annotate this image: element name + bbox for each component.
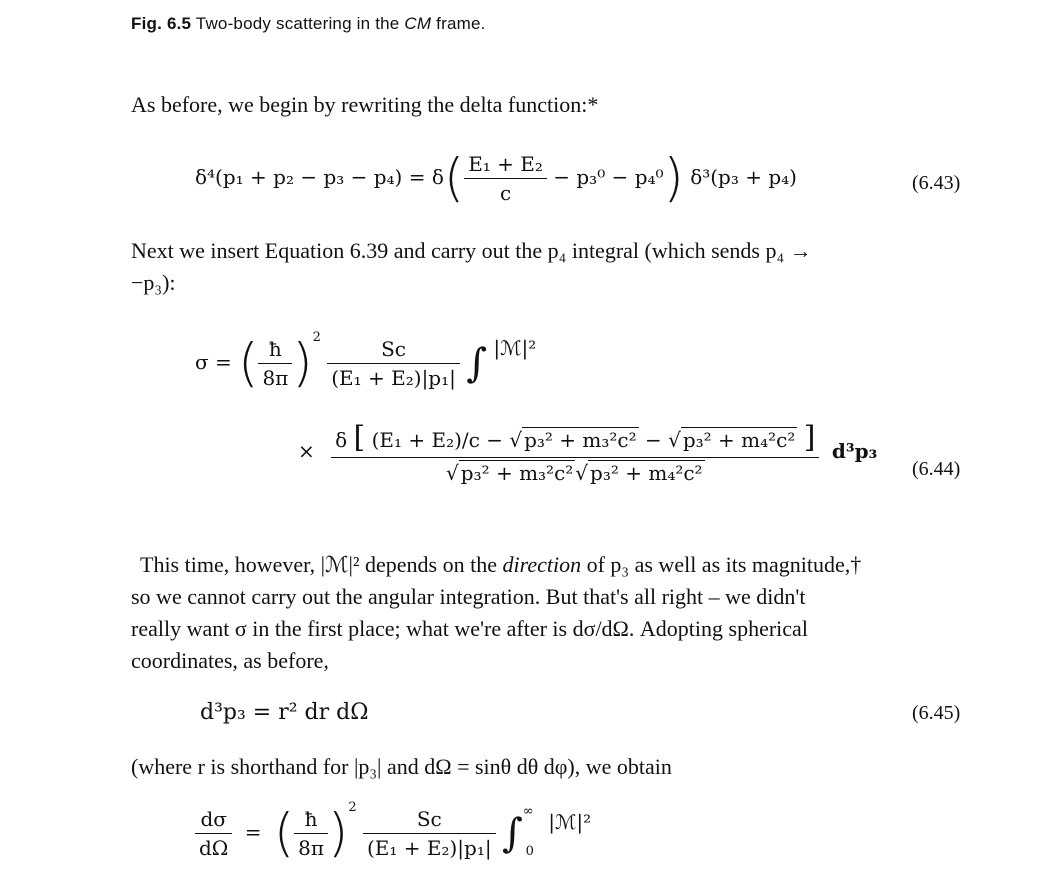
paragraph-4: (where r is shorthand for |p₃| and dΩ = sinθ dθ dφ), we obtain [131, 754, 672, 779]
caption-tail: frame. [436, 14, 486, 33]
eq646-integrand: |ℳ|² [548, 810, 592, 834]
eq644-sigma: σ = [195, 350, 232, 374]
root-4: p₃² + m₄²c² [590, 461, 703, 485]
square-exp: 2 [312, 330, 321, 345]
hbar-over-8pi [258, 337, 292, 390]
square-exp-2: 2 [348, 800, 357, 815]
caption-label: Fig. 6.5 [131, 14, 192, 33]
paragraph-2-cont: −p₃): [131, 270, 176, 295]
equation-6-44-line-2 [300, 420, 877, 485]
caption-frame: CM [404, 14, 432, 33]
domega: dΩ [199, 836, 229, 860]
eq644-integrand: |ℳ|² [493, 336, 537, 360]
minus-sign: − [644, 428, 662, 452]
dsigma: dσ [195, 807, 232, 834]
eq643-denominator: c [499, 181, 512, 205]
equation-number-6-44: (6.44) [912, 458, 961, 480]
equals-sign: = [244, 820, 262, 844]
eq643-numerator: E₁ + E₂ [464, 152, 547, 179]
delta-arg: (E₁ + E₂)/c − [371, 428, 503, 452]
sc-2: Sc [363, 807, 496, 834]
right-paren-icon: ) [292, 333, 313, 394]
d3p3: d³p₃ [831, 439, 878, 463]
upper-limit: ∞ [522, 804, 534, 819]
lower-limit: 0 [525, 844, 534, 859]
denom-2: (E₁ + E₂)|p₁| [366, 836, 492, 860]
equation-number-6-45: (6.45) [912, 702, 961, 724]
sc: Sc [327, 337, 460, 364]
paragraph-1: As before, we begin by rewriting the delta function:* [131, 92, 599, 117]
equation-number-6-43: (6.43) [912, 172, 961, 194]
p3-line1-a: This time, however, |ℳ|² depends on the [140, 552, 497, 577]
caption-text: Two-body scattering in the [195, 14, 400, 33]
right-bracket-icon: ] [803, 420, 816, 455]
right-paren-icon: ) [663, 148, 684, 209]
paragraph-2: Next we insert Equation 6.39 and carry out the p₄ integral (which sends p₄ → [131, 238, 812, 263]
eight-pi: 8π [262, 366, 289, 390]
integral-icon: ∫ [501, 810, 523, 857]
root-3: p₃² + m₃²c² [460, 461, 574, 485]
denom: (E₁ + E₂)|p₁| [331, 366, 456, 390]
dsigma-over-domega [195, 807, 232, 860]
eight-pi-2: 8π [298, 836, 325, 860]
eq643-fraction [464, 152, 547, 205]
left-paren-icon: ( [238, 333, 259, 394]
eq643-rhs: δ³(p₃ + p₄) [690, 165, 797, 189]
paragraph-3-line-4: coordinates, as before, [131, 648, 329, 673]
eq643-mid: − p₃⁰ − p₄⁰ [553, 165, 664, 189]
paragraph-3-line-3: really want σ in the first place; what we're after is dσ/dΩ. Adopting spherical [131, 616, 808, 641]
right-paren-icon: ) [328, 803, 349, 864]
equation-dsigma-domega [195, 800, 592, 864]
hbar-over-8pi-2 [294, 807, 328, 860]
equation-6-44-line-1 [195, 330, 537, 394]
left-paren-icon: ( [273, 803, 295, 864]
delta-denominator: √ p₃² + m₃²c² √ p₃² + m₄²c² [446, 461, 703, 485]
sc-over-denom [327, 337, 460, 390]
hbar: ħ [258, 337, 292, 364]
delta-symbol: δ [335, 428, 348, 452]
p3-line1-em: direction [502, 552, 582, 577]
root-1: p₃² + m₃²c² [524, 428, 637, 452]
delta-fraction [331, 420, 819, 485]
root-2: p₃² + m₄²c² [682, 428, 796, 452]
equation-6-45: d³p₃ = r² dr dΩ [200, 700, 369, 725]
sc-over-denom-2 [363, 807, 496, 860]
delta-numerator: δ [ (E₁ + E₂)/c − √ p₃² + m₃²c² − √ p₃² + m₄²c² ] [331, 420, 819, 458]
paragraph-3-line-1 [140, 548, 861, 581]
figure-caption [131, 14, 486, 34]
hbar-2: ħ [294, 807, 328, 834]
paragraph-3-line-2: so we cannot carry out the angular integration. But that's all right – we didn't [131, 584, 806, 609]
integral-icon: ∫ [466, 340, 488, 387]
eq643-lhs: δ⁴(p₁ + p₂ − p₃ − p₄) = δ [195, 165, 444, 189]
left-paren-icon: ( [443, 148, 465, 209]
eq644-times: × [298, 439, 315, 463]
p3-line1-b: of p₃ as well as its magnitude,† [586, 552, 862, 577]
equation-6-43 [195, 148, 797, 209]
left-bracket-icon: [ [353, 420, 366, 455]
